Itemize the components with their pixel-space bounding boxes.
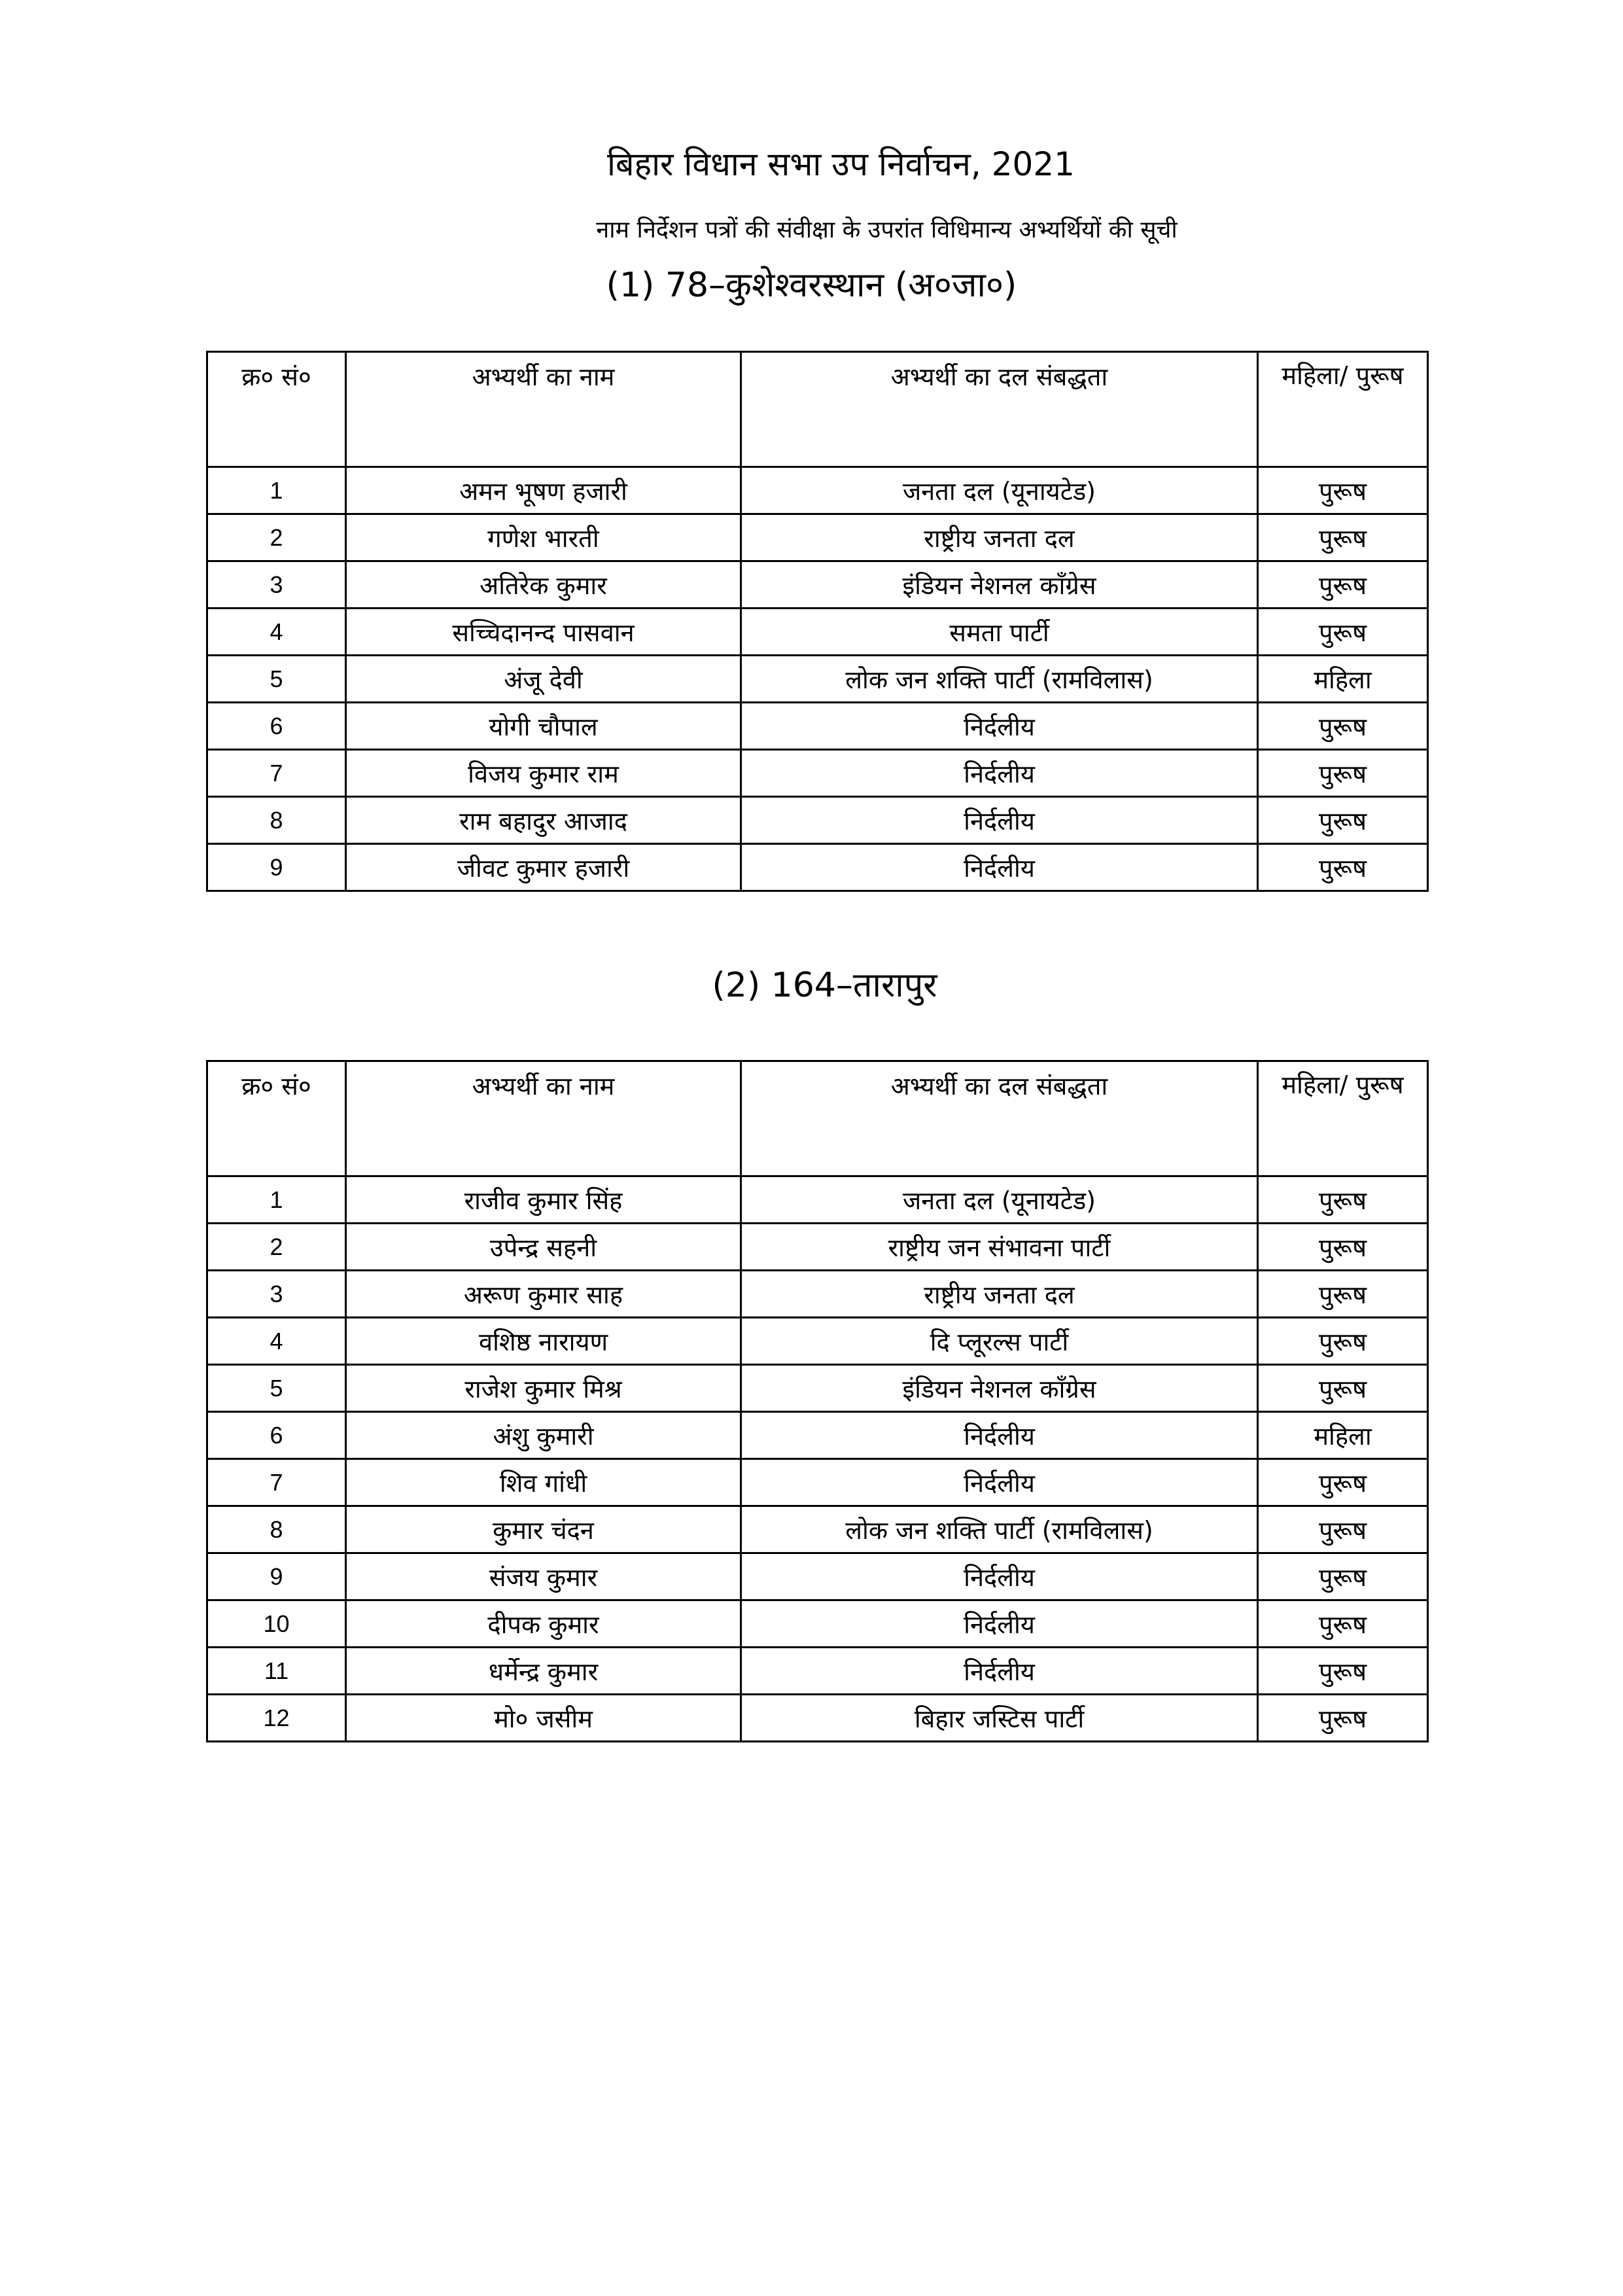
serial-cell: 4 xyxy=(207,609,346,656)
column-header-name: अभ्यर्थी का नाम xyxy=(346,352,741,467)
candidate-name-cell: राजेश कुमार मिश्र xyxy=(346,1365,741,1412)
table-row xyxy=(207,797,1428,844)
serial-cell: 10 xyxy=(207,1600,346,1648)
party-cell: निर्दलीय xyxy=(741,703,1258,750)
party-cell: दि प्लूरल्स पार्टी xyxy=(741,1318,1258,1365)
table-row xyxy=(207,844,1428,891)
serial-cell: 1 xyxy=(207,1176,346,1224)
candidate-name-cell: योगी चौपाल xyxy=(346,703,741,750)
candidate-name-cell: अंजू देवी xyxy=(346,656,741,703)
serial-cell: 9 xyxy=(207,1553,346,1600)
party-cell: राष्ट्रीय जनता दल xyxy=(741,514,1258,561)
party-cell: इंडियन नेशनल काँग्रेस xyxy=(741,561,1258,609)
gender-cell: पुरूष xyxy=(1258,750,1428,797)
party-cell: निर्दलीय xyxy=(741,797,1258,844)
gender-cell: पुरूष xyxy=(1258,1553,1428,1600)
table-row xyxy=(207,656,1428,703)
party-cell: निर्दलीय xyxy=(741,1648,1258,1695)
serial-cell: 6 xyxy=(207,703,346,750)
gender-cell: महिला xyxy=(1258,656,1428,703)
constituency-heading: (2) 164–तारापुर xyxy=(712,966,937,1005)
serial-cell: 4 xyxy=(207,1318,346,1365)
candidate-name-cell: मो० जसीम xyxy=(346,1695,741,1742)
serial-cell: 8 xyxy=(207,1506,346,1553)
gender-cell: पुरूष xyxy=(1258,467,1428,514)
candidate-name-cell: संजय कुमार xyxy=(346,1553,741,1600)
table-row xyxy=(207,1600,1428,1648)
gender-cell: पुरूष xyxy=(1258,1318,1428,1365)
serial-cell: 1 xyxy=(207,467,346,514)
party-cell: लोक जन शक्ति पार्टी (रामविलास) xyxy=(741,656,1258,703)
party-cell: समता पार्टी xyxy=(741,609,1258,656)
gender-cell: पुरूष xyxy=(1258,561,1428,609)
table-row xyxy=(207,1553,1428,1600)
candidate-name-cell: उपेन्द्र सहनी xyxy=(346,1224,741,1271)
constituency-heading: (1) 78–कुशेश्वरस्थान (अ०जा०) xyxy=(606,266,1017,305)
candidate-name-cell: कुमार चंदन xyxy=(346,1506,741,1553)
table-header-row xyxy=(207,1061,1428,1176)
party-cell: राष्ट्रीय जन संभावना पार्टी xyxy=(741,1224,1258,1271)
table-row xyxy=(207,1224,1428,1271)
candidate-name-cell: राम बहादुर आजाद xyxy=(346,797,741,844)
column-header-gender: महिला/ पुरूष xyxy=(1258,1061,1428,1176)
serial-cell: 9 xyxy=(207,844,346,891)
table-row xyxy=(207,750,1428,797)
column-header-serial: क्र० सं० xyxy=(207,1061,346,1176)
column-header-gender: महिला/ पुरूष xyxy=(1258,352,1428,467)
candidate-name-cell: विजय कुमार राम xyxy=(346,750,741,797)
serial-cell: 11 xyxy=(207,1648,346,1695)
candidate-name-cell: दीपक कुमार xyxy=(346,1600,741,1648)
serial-cell: 12 xyxy=(207,1695,346,1742)
serial-cell: 5 xyxy=(207,656,346,703)
gender-cell: पुरूष xyxy=(1258,1648,1428,1695)
table-row xyxy=(207,1176,1428,1224)
candidate-name-cell: अतिरेक कुमार xyxy=(346,561,741,609)
gender-cell: पुरूष xyxy=(1258,1176,1428,1224)
document-subtitle: नाम निर्देशन पत्रों की संवीक्षा के उपरांत विधिमान्य अभ्यर्थियों की सूची xyxy=(596,217,1178,243)
party-cell: इंडियन नेशनल काँग्रेस xyxy=(741,1365,1258,1412)
gender-cell: महिला xyxy=(1258,1412,1428,1459)
table-row xyxy=(207,1318,1428,1365)
candidate-name-cell: गणेश भारती xyxy=(346,514,741,561)
gender-cell: पुरूष xyxy=(1258,1224,1428,1271)
column-header-name: अभ्यर्थी का नाम xyxy=(346,1061,741,1176)
serial-cell: 3 xyxy=(207,561,346,609)
column-header-party: अभ्यर्थी का दल संबद्धता xyxy=(741,1061,1258,1176)
table-row xyxy=(207,1271,1428,1318)
document-title: बिहार विधान सभा उप निर्वाचन, 2021 xyxy=(607,145,1075,183)
party-cell: निर्दलीय xyxy=(741,1412,1258,1459)
candidate-table xyxy=(206,1060,1429,1742)
gender-cell: पुरूष xyxy=(1258,703,1428,750)
gender-cell: पुरूष xyxy=(1258,1506,1428,1553)
table-row xyxy=(207,1695,1428,1742)
party-cell: निर्दलीय xyxy=(741,844,1258,891)
table-header-row xyxy=(207,352,1428,467)
column-header-serial: क्र० सं० xyxy=(207,352,346,467)
table-row xyxy=(207,561,1428,609)
serial-cell: 6 xyxy=(207,1412,346,1459)
gender-cell: पुरूष xyxy=(1258,1271,1428,1318)
serial-cell: 2 xyxy=(207,1224,346,1271)
candidate-name-cell: धर्मेन्द्र कुमार xyxy=(346,1648,741,1695)
table-row xyxy=(207,1459,1428,1506)
gender-cell: पुरूष xyxy=(1258,609,1428,656)
candidate-name-cell: अंशु कुमारी xyxy=(346,1412,741,1459)
table-row xyxy=(207,1506,1428,1553)
gender-cell: पुरूष xyxy=(1258,1459,1428,1506)
candidate-name-cell: वशिष्ठ नारायण xyxy=(346,1318,741,1365)
serial-cell: 2 xyxy=(207,514,346,561)
table-row xyxy=(207,467,1428,514)
candidate-name-cell: अरूण कुमार साह xyxy=(346,1271,741,1318)
column-header-party: अभ्यर्थी का दल संबद्धता xyxy=(741,352,1258,467)
serial-cell: 7 xyxy=(207,1459,346,1506)
gender-cell: पुरूष xyxy=(1258,1695,1428,1742)
table-row xyxy=(207,1648,1428,1695)
party-cell: लोक जन शक्ति पार्टी (रामविलास) xyxy=(741,1506,1258,1553)
party-cell: जनता दल (यूनायटेड) xyxy=(741,467,1258,514)
party-cell: बिहार जस्टिस पार्टी xyxy=(741,1695,1258,1742)
candidate-name-cell: अमन भूषण हजारी xyxy=(346,467,741,514)
party-cell: निर्दलीय xyxy=(741,750,1258,797)
party-cell: जनता दल (यूनायटेड) xyxy=(741,1176,1258,1224)
table-row xyxy=(207,1412,1428,1459)
table-row xyxy=(207,609,1428,656)
party-cell: निर्दलीय xyxy=(741,1459,1258,1506)
party-cell: निर्दलीय xyxy=(741,1553,1258,1600)
gender-cell: पुरूष xyxy=(1258,514,1428,561)
table-row xyxy=(207,703,1428,750)
party-cell: राष्ट्रीय जनता दल xyxy=(741,1271,1258,1318)
serial-cell: 7 xyxy=(207,750,346,797)
candidate-name-cell: सच्चिदानन्द पासवान xyxy=(346,609,741,656)
gender-cell: पुरूष xyxy=(1258,1365,1428,1412)
gender-cell: पुरूष xyxy=(1258,797,1428,844)
table-row xyxy=(207,1365,1428,1412)
serial-cell: 5 xyxy=(207,1365,346,1412)
candidate-name-cell: शिव गांधी xyxy=(346,1459,741,1506)
candidate-name-cell: राजीव कुमार सिंह xyxy=(346,1176,741,1224)
serial-cell: 8 xyxy=(207,797,346,844)
serial-cell: 3 xyxy=(207,1271,346,1318)
candidate-name-cell: जीवट कुमार हजारी xyxy=(346,844,741,891)
table-row xyxy=(207,514,1428,561)
candidate-table xyxy=(206,351,1429,892)
gender-cell: पुरूष xyxy=(1258,844,1428,891)
gender-cell: पुरूष xyxy=(1258,1600,1428,1648)
party-cell: निर्दलीय xyxy=(741,1600,1258,1648)
